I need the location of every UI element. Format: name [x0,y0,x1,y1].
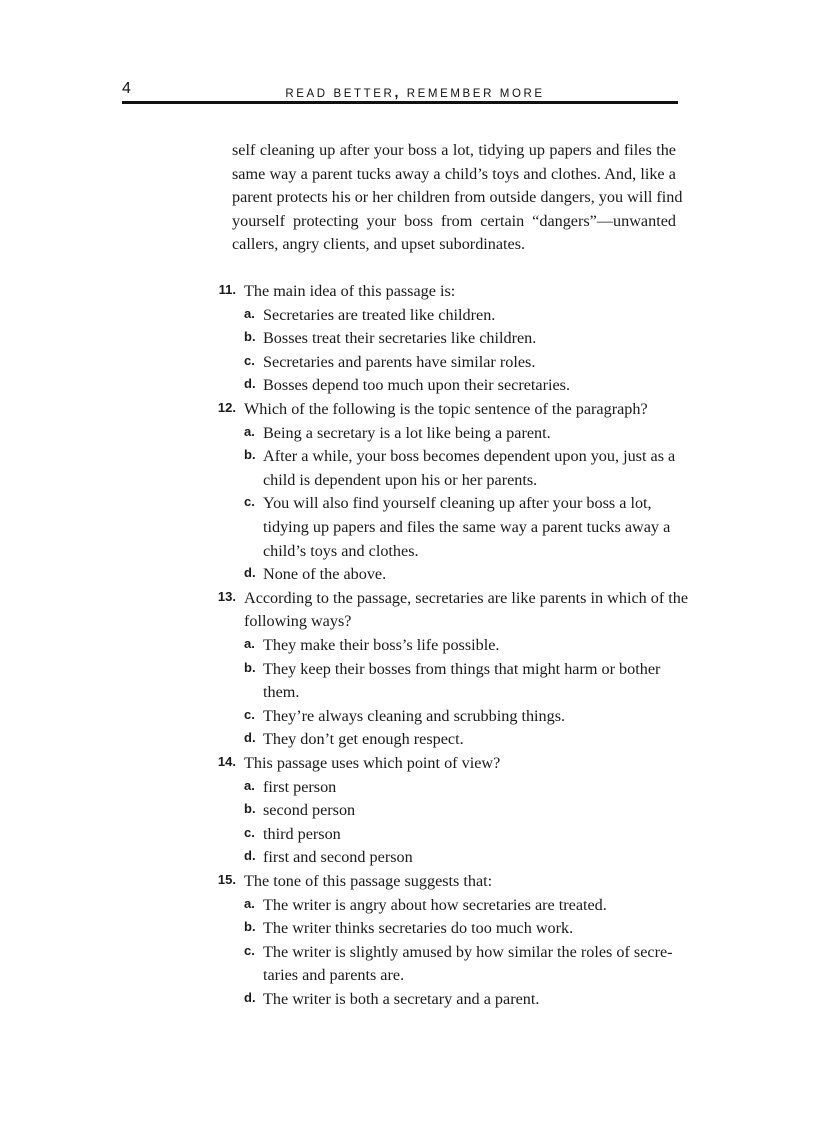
answer-option-letter: c. [244,706,255,722]
answer-option-text: child’s toys and clothes. [263,541,419,560]
answer-option-text-row [0,823,816,847]
running-title-part2: REMEMBER MORE [400,88,545,100]
question-number: 14. [217,754,236,769]
answer-option-letter: d. [244,730,256,746]
answer-option-letter: a. [244,636,255,651]
answer-option-text: They keep their bosses from things that might harm or bother [263,659,661,678]
page-number: 4 [122,80,131,97]
answer-option-letter: a. [244,305,255,321]
answer-option-letter: c. [244,824,255,840]
answer-option-text: Being a secretary is a lot like being a parent. [263,423,551,442]
answer-option-text: The writer is angry about how secretaries are treated. [263,895,607,914]
passage-line: parent protects his or her children from outside dangers, you will find [232,188,683,207]
answer-option-text: first person [263,777,337,796]
answer-option-text-row [0,705,816,729]
running-title [122,84,678,100]
answer-option-text: They’re always cleaning and scrubbing things. [263,706,566,725]
answer-option-text-row [0,776,816,800]
running-header [122,80,678,102]
answer-option-text: first and second person [263,848,413,867]
answer-option-letter: b. [244,659,256,675]
answer-option-text-row [0,941,816,965]
answer-option-letter: d. [244,565,256,581]
question-stem: The tone of this passage suggests that: [244,872,493,890]
question-number: 12. [217,400,236,415]
running-title-comma: , [394,84,401,100]
question-stem-row [0,587,816,611]
question-number: 11. [218,282,236,297]
answer-option-letter: d. [244,376,256,392]
question-stem: following ways? [244,612,352,631]
answer-option-text: Secretaries are treated like children. [263,305,496,324]
answer-option-letter: b. [244,919,256,935]
answer-option-text-row [0,846,816,870]
answer-option-text-row [0,516,816,540]
answer-option-text-row [0,327,816,351]
answer-option-text: The writer is both a secretary and a parent. [263,990,540,1008]
answer-option-text-row [0,492,816,516]
answer-option-text-row [0,563,816,587]
answer-option-letter: a. [244,895,255,911]
question-stem: The main idea of this passage is: [244,282,456,300]
answer-option-text: them. [263,683,300,702]
answer-option-letter: c. [244,942,255,958]
answer-option-text-row [0,988,816,1012]
answer-option-letter: d. [244,990,256,1005]
answer-option-letter: a. [244,777,255,793]
question-stem: According to the passage, secretaries are like parents in which of the [244,588,689,607]
answer-option-text-row [0,681,816,705]
answer-option-text-row [0,304,816,328]
passage-line: yourself protecting your boss from certain “dangers”—unwanted [232,211,676,230]
answer-option-text-row [0,540,816,564]
answer-option-text-row [0,658,816,682]
answer-option-text: They make their boss’s life possible. [263,636,500,654]
answer-option-text: The writer thinks secretaries do too much work. [263,919,574,938]
answer-option-text-row [0,374,816,398]
answer-option-text: None of the above. [263,565,387,584]
question-stem: This passage uses which point of view? [244,754,501,772]
answer-option-letter: b. [244,801,256,817]
answer-option-letter: b. [244,447,256,463]
passage-paragraph [232,139,683,257]
passage-line: callers, angry clients, and upset subordinates. [232,235,526,254]
question-number: 13. [217,588,236,604]
answer-option-letter: c. [244,494,255,510]
answer-option-text: Secretaries and parents have similar roles. [263,352,536,371]
answer-option-text: You will also find yourself cleaning up after your boss a lot, [263,494,652,513]
answer-option-text-row [0,351,816,375]
question-stem: Which of the following is the topic sentence of the paragraph? [244,400,648,418]
answer-option-text-row [0,917,816,941]
passage-line: self cleaning up after your boss a lot, tidying up papers and files the [232,141,676,159]
answer-option-text: Bosses treat their secretaries like children. [263,329,537,348]
answer-option-text: second person [263,801,356,820]
answer-option-letter: a. [244,423,255,439]
answer-option-text-row [0,422,816,446]
answer-option-text: Bosses depend too much upon their secretaries. [263,376,571,395]
answer-option-text: They don’t get enough respect. [263,730,464,749]
answer-option-text: The writer is slightly amused by how similar the roles of secre- [263,942,673,961]
question-stem-row [0,398,816,422]
question-stem-row [0,280,816,304]
answer-option-text: child is dependent upon his or her parents. [263,470,538,489]
answer-option-text-row [0,469,816,493]
question-number: 15. [217,872,236,887]
question-stem-row [0,870,816,894]
answer-option-text: third person [263,824,341,843]
answer-option-text-row [0,799,816,823]
answer-option-text: taries and parents are. [263,966,405,985]
running-title-part1: READ BETTER [285,88,395,100]
answer-option-letter: d. [244,848,256,864]
answer-option-text-row [0,728,816,752]
answer-option-letter: b. [244,329,256,345]
question-stem-row [0,610,816,634]
answer-option-text-row [0,634,816,658]
answer-option-text-row [0,445,816,469]
answer-option-text-row [0,894,816,918]
header-rule [122,101,678,104]
question-stem-row [0,752,816,776]
answer-option-text-row [0,964,816,988]
passage-line: same way a parent tucks away a child’s toys and clothes. And, like a [232,164,676,183]
answer-option-text: After a while, your boss becomes dependent upon you, just as a [263,447,676,466]
answer-option-letter: c. [244,352,255,368]
answer-option-text: tidying up papers and files the same way a parent tucks away a [263,518,671,536]
